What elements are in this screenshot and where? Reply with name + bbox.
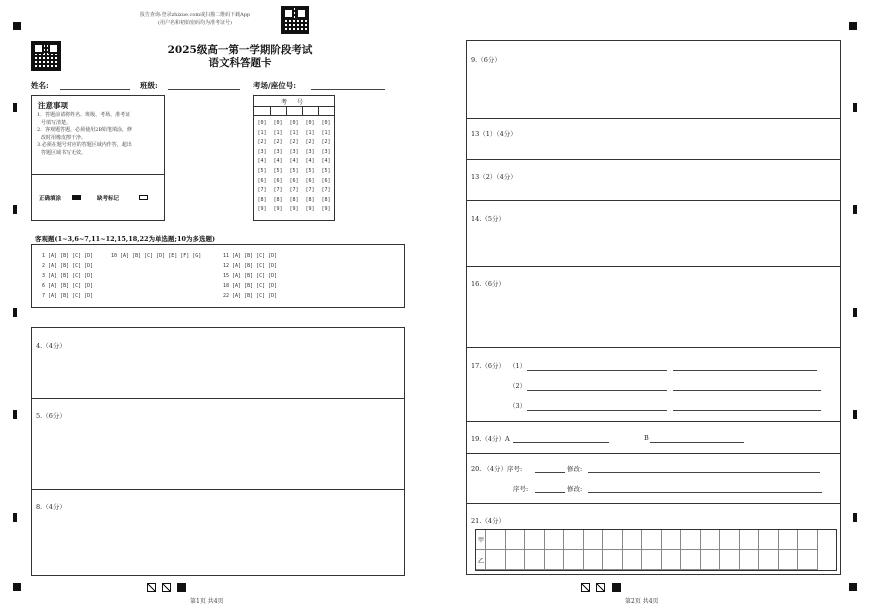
mc-row[interactable]: 10 [A] [B] [C] [D] [E] [F] [G] xyxy=(111,253,202,259)
q21-grid-cell[interactable] xyxy=(525,550,545,570)
q20-fix-label: 修改: xyxy=(567,465,583,473)
timing-mark xyxy=(13,410,17,419)
exam-digit-bubble[interactable]: [0] xyxy=(273,120,283,126)
exam-digit-bubble[interactable]: [0] xyxy=(289,120,299,126)
q17-1-line-b[interactable] xyxy=(673,370,817,371)
q21-grid-cell[interactable] xyxy=(506,550,526,570)
mc-row[interactable]: 7 [A] [B] [C] [D] xyxy=(42,293,94,299)
page-mark xyxy=(147,583,156,592)
exam-digit-bubble[interactable]: [1] xyxy=(257,129,267,136)
q17-3-line-b[interactable] xyxy=(673,410,821,411)
q17-sub1-label: （1） xyxy=(509,362,527,370)
grid-line xyxy=(302,106,303,115)
q21-grid-cell[interactable] xyxy=(486,550,506,570)
section-divider xyxy=(467,347,840,348)
q17-label: 17.（6分） xyxy=(471,362,505,370)
q21-grid-cell[interactable] xyxy=(779,550,799,570)
q21-grid-cell[interactable] xyxy=(603,550,623,570)
exam-digit-bubble[interactable]: [4] xyxy=(273,158,283,165)
exam-digit-bubble[interactable]: [7] xyxy=(257,187,267,194)
exam-digit-bubble[interactable]: [7] xyxy=(305,187,315,194)
q17-3-line-a[interactable] xyxy=(527,410,667,411)
page-mark xyxy=(612,583,621,592)
mc-row[interactable]: 2 [A] [B] [C] [D] xyxy=(42,263,94,269)
q20-seq-field-2[interactable] xyxy=(535,492,565,493)
section-divider xyxy=(467,266,840,267)
grid-line xyxy=(286,106,287,115)
exam-digit-bubble[interactable]: [4] xyxy=(289,158,299,165)
registration-mark xyxy=(849,22,857,30)
mc-row[interactable]: 22 [A] [B] [C] [D] xyxy=(223,293,278,299)
q21-writing-grid[interactable] xyxy=(475,529,837,571)
q13-2-label: 13（2）（4分） xyxy=(471,173,517,181)
exam-digit-column xyxy=(271,119,285,215)
mc-row[interactable]: 3 [A] [B] [C] [D] xyxy=(42,273,94,279)
exam-number-bubbles xyxy=(254,119,334,219)
mc-row[interactable]: 18 [A] [B] [C] [D] xyxy=(223,283,278,289)
exam-digit-bubble[interactable]: [5] xyxy=(289,167,299,174)
timing-mark xyxy=(13,205,17,214)
notes-list xyxy=(37,112,161,157)
exam-digit-bubble[interactable]: [5] xyxy=(321,167,331,174)
mc-row[interactable]: 15 [A] [B] [C] [D] xyxy=(223,273,278,279)
note-item: 答题区域书写无效。 xyxy=(41,149,87,156)
exam-digit-bubble[interactable]: [9] xyxy=(257,206,267,213)
absent-checkbox[interactable] xyxy=(139,195,148,200)
exam-digit-bubble[interactable]: [7] xyxy=(273,187,283,194)
exam-digit-bubble[interactable]: [2] xyxy=(289,139,299,146)
q21-grid-cell[interactable] xyxy=(662,530,682,550)
grid-line xyxy=(270,106,271,115)
exam-digit-bubble[interactable]: [4] xyxy=(321,158,331,165)
q13-1-label: 13（1）（4分） xyxy=(471,130,517,138)
exam-digit-bubble[interactable]: [0] xyxy=(257,120,267,126)
grid-line xyxy=(254,115,334,116)
section-divider xyxy=(467,421,840,422)
exam-digit-column xyxy=(287,119,301,215)
exam-digit-bubble[interactable]: [8] xyxy=(305,196,315,203)
class-field[interactable] xyxy=(168,89,240,90)
page-mark xyxy=(177,583,186,592)
notes-box xyxy=(31,95,165,221)
q21-grid-cell[interactable] xyxy=(701,550,721,570)
exam-digit-bubble[interactable]: [6] xyxy=(321,177,331,184)
exam-digit-column xyxy=(303,119,317,215)
exam-digit-bubble[interactable]: [7] xyxy=(321,187,331,194)
absent-label: 缺考标记 xyxy=(97,196,120,202)
exam-digit-bubble[interactable]: [3] xyxy=(257,148,267,155)
exam-digit-bubble[interactable]: [4] xyxy=(257,158,267,165)
exam-digit-column xyxy=(319,119,333,215)
page-mark xyxy=(581,583,590,592)
section-divider xyxy=(467,159,840,160)
q21-grid-cell[interactable] xyxy=(642,550,662,570)
exam-digit-bubble[interactable]: [9] xyxy=(305,206,315,213)
app-qr-code[interactable] xyxy=(281,6,309,34)
exam-digit-bubble[interactable]: [0] xyxy=(321,120,331,126)
mc-row[interactable]: 12 [A] [B] [C] [D] xyxy=(223,263,278,269)
q21-grid-cell[interactable] xyxy=(681,550,701,570)
class-label: 班级: xyxy=(140,81,158,90)
q20-fix-label-2: 修改: xyxy=(567,485,583,493)
q21-grid-cell[interactable] xyxy=(564,530,584,550)
exam-digit-bubble[interactable]: [8] xyxy=(289,196,299,203)
mc-column-1 xyxy=(42,251,93,301)
page1-number: 第1页 共4页 xyxy=(190,598,224,605)
section-divider xyxy=(32,489,404,490)
exam-digit-bubble[interactable]: [6] xyxy=(273,177,283,184)
section-divider xyxy=(467,503,840,504)
q20-seq-field-1[interactable] xyxy=(535,472,565,473)
q21-grid-cell[interactable] xyxy=(623,550,643,570)
timing-mark xyxy=(853,103,857,112)
seat-field[interactable] xyxy=(311,89,385,90)
download-line-1: 报告查询:登录zhixue.com或扫描二维码下载App xyxy=(139,12,251,18)
page-mark xyxy=(596,583,605,592)
timing-mark xyxy=(853,410,857,419)
mc-row[interactable]: 6 [A] [B] [C] [D] xyxy=(42,283,94,289)
q9-label: 9.（6分） xyxy=(471,56,501,64)
timing-mark xyxy=(13,103,17,112)
exam-title: 2025级高一第一学期阶段考试 xyxy=(167,44,313,56)
note-item: 1．答题前请将姓名、班级、考场、准考证 xyxy=(37,112,131,118)
q21-grid-cell[interactable] xyxy=(759,530,779,550)
mc-column-3 xyxy=(223,251,277,301)
q21-grid-cell[interactable] xyxy=(798,530,818,550)
exam-digit-bubble[interactable]: [8] xyxy=(257,196,267,203)
q21-grid-cell[interactable] xyxy=(798,550,818,570)
mc-row[interactable]: 11 [A] [B] [C] [D] xyxy=(223,253,278,259)
timing-mark xyxy=(13,513,17,522)
note-item: 3.必须在题号对应的答题区域内作答，超出 xyxy=(37,142,132,148)
section-divider xyxy=(467,118,840,119)
timing-mark xyxy=(853,513,857,522)
exam-digit-bubble[interactable]: [4] xyxy=(305,158,315,165)
q21-grid-cell[interactable] xyxy=(603,530,623,550)
q21-grid-cell[interactable] xyxy=(720,550,740,570)
q21-grid-cell[interactable] xyxy=(506,530,526,550)
seat-label: 考场/座位号: xyxy=(253,81,297,90)
notes-divider xyxy=(32,174,164,175)
q21-label: 21.（4分） xyxy=(471,517,505,525)
right-answer-area xyxy=(466,40,841,575)
exam-digit-bubble[interactable]: [5] xyxy=(257,167,267,174)
exam-digit-bubble[interactable]: [1] xyxy=(289,129,299,136)
q5-label: 5.（6分） xyxy=(36,412,66,420)
exam-digit-bubble[interactable]: [8] xyxy=(273,196,283,203)
q21-grid-cell[interactable] xyxy=(564,550,584,570)
q21-grid-cell[interactable] xyxy=(662,550,682,570)
exam-digit-bubble[interactable]: [1] xyxy=(321,129,331,136)
q21-grid-cell[interactable] xyxy=(779,530,799,550)
exam-digit-bubble[interactable]: [2] xyxy=(257,139,267,146)
note-item: 改时用橡皮擦干净。 xyxy=(41,134,87,141)
exam-number-header: 考 号 xyxy=(281,99,307,106)
student-qr-code xyxy=(31,41,61,71)
exam-digit-bubble[interactable]: [9] xyxy=(321,206,331,213)
q21-grid-cell[interactable] xyxy=(740,530,760,550)
exam-digit-bubble[interactable]: [9] xyxy=(273,206,283,213)
exam-digit-bubble[interactable]: [3] xyxy=(305,148,315,155)
q20-fix-field-2[interactable] xyxy=(588,492,822,493)
q21-grid-cell[interactable] xyxy=(759,550,779,570)
q21-row2-label: 乙 xyxy=(478,558,485,565)
exam-digit-bubble[interactable]: [3] xyxy=(321,148,331,155)
q21-row1-label: 甲 xyxy=(478,537,485,544)
q21-grid-cell[interactable] xyxy=(623,530,643,550)
timing-mark xyxy=(13,308,17,317)
subject-title: 语文科答题卡 xyxy=(208,57,272,69)
grid-line xyxy=(318,106,319,115)
download-line-2: (用户名和初始密码均为准考证号) xyxy=(158,20,232,26)
q14-label: 14.（5分） xyxy=(471,215,505,223)
exam-digit-bubble[interactable]: [9] xyxy=(289,206,299,213)
mc-row[interactable]: 1 [A] [B] [C] [D] xyxy=(42,253,94,259)
notes-heading: 注意事项 xyxy=(38,101,68,110)
left-answer-area xyxy=(31,327,405,576)
exam-digit-bubble[interactable]: [0] xyxy=(305,120,315,126)
q21-grid-cell[interactable] xyxy=(584,530,604,550)
name-field[interactable] xyxy=(60,89,130,90)
exam-digit-bubble[interactable]: [2] xyxy=(321,139,331,146)
exam-number-grid xyxy=(253,95,335,221)
exam-digit-bubble[interactable]: [6] xyxy=(257,177,267,184)
q17-sub3-label: （3） xyxy=(509,402,527,410)
section-divider xyxy=(467,200,840,201)
q21-grid-cell[interactable] xyxy=(720,530,740,550)
q17-sub2-label: （2） xyxy=(509,382,527,390)
q21-grid-cell[interactable] xyxy=(584,550,604,570)
q20-label: 20. （4分）序号: xyxy=(471,465,523,473)
objective-heading: 客观题(1~3,6~7,11~12,15,18,22为单选题;10为多选题) xyxy=(35,235,216,243)
exam-digit-bubble[interactable]: [1] xyxy=(305,129,315,136)
objective-box xyxy=(31,244,405,308)
q20-fix-field-1[interactable] xyxy=(588,472,820,473)
page2-number: 第2页 共4页 xyxy=(625,598,659,605)
q19-a-field[interactable] xyxy=(513,442,609,443)
q19-b-field[interactable] xyxy=(650,442,744,443)
q21-grid-cell[interactable] xyxy=(525,530,545,550)
grid-line xyxy=(254,106,334,107)
mc-column-2 xyxy=(111,251,201,261)
note-item: 号填写清楚。 xyxy=(41,119,72,126)
exam-digit-bubble[interactable]: [3] xyxy=(273,148,283,155)
q4-label: 4.（4分） xyxy=(36,342,66,350)
exam-digit-bubble[interactable]: [5] xyxy=(273,167,283,174)
timing-mark xyxy=(853,205,857,214)
q16-label: 16.（6分） xyxy=(471,280,505,288)
q21-grid-cell[interactable] xyxy=(740,550,760,570)
q21-grid-cell[interactable] xyxy=(545,530,565,550)
exam-digit-bubble[interactable]: [6] xyxy=(305,177,315,184)
exam-digit-bubble[interactable]: [6] xyxy=(289,177,299,184)
correct-fill-label: 正确填涂 xyxy=(39,196,62,202)
q19-label: 19.（4分）A xyxy=(471,435,510,443)
q21-grid-cell[interactable] xyxy=(545,550,565,570)
registration-mark xyxy=(849,583,857,591)
exam-digit-bubble[interactable]: [5] xyxy=(305,167,315,174)
q21-grid-cell[interactable] xyxy=(681,530,701,550)
q17-1-line-a[interactable] xyxy=(527,370,667,371)
exam-digit-column xyxy=(255,119,269,215)
download-instructions xyxy=(115,11,275,27)
exam-digit-bubble[interactable]: [3] xyxy=(289,148,299,155)
q20-seq-label: 序号: xyxy=(513,485,529,493)
name-label: 姓名: xyxy=(31,81,49,90)
exam-digit-bubble[interactable]: [2] xyxy=(305,139,315,146)
registration-mark xyxy=(13,583,21,591)
correct-fill-sample xyxy=(72,195,81,200)
exam-digit-bubble[interactable]: [2] xyxy=(273,139,283,146)
registration-mark xyxy=(13,22,21,30)
page-mark xyxy=(162,583,171,592)
q21-grid-cell[interactable] xyxy=(642,530,662,550)
timing-mark xyxy=(853,308,857,317)
note-item: 2．客观题答题，必须使用2B铅笔填涂，修 xyxy=(37,127,133,133)
exam-digit-bubble[interactable]: [1] xyxy=(273,129,283,136)
exam-digit-bubble[interactable]: [7] xyxy=(289,187,299,194)
section-divider xyxy=(467,453,840,454)
exam-digit-bubble[interactable]: [8] xyxy=(321,196,331,203)
q19-b-label: B xyxy=(644,434,649,442)
q17-2-line-b[interactable] xyxy=(673,390,821,391)
q21-grid-cell[interactable] xyxy=(701,530,721,550)
q21-grid-cell[interactable] xyxy=(486,530,506,550)
q17-2-line-a[interactable] xyxy=(527,390,667,391)
q8-label: 8.（4分） xyxy=(36,503,66,511)
section-divider xyxy=(32,398,404,399)
